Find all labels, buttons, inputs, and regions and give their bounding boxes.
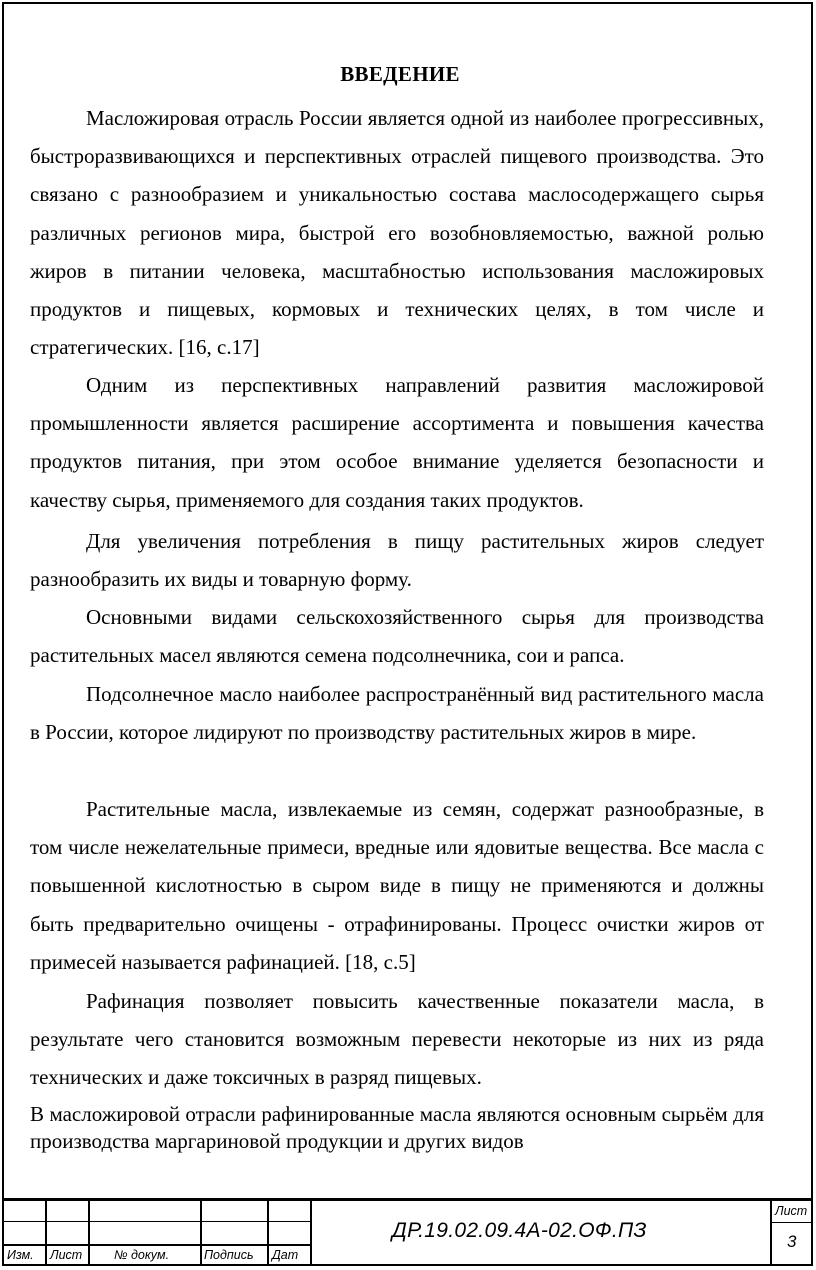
stamp-date-label: Дат [272, 1248, 299, 1262]
stamp-divider [88, 1199, 90, 1266]
page-title: ВВЕДЕНИЕ [340, 62, 460, 86]
stamp-divider [45, 1199, 47, 1266]
paragraph-margarine: В масложировой отрасли рафинированные масла являются основным сырьём для производства маргариновой продукции и других видов [30, 1102, 764, 1153]
stamp-row-line [770, 1222, 813, 1223]
stamp-sign-label: Подпись [204, 1248, 254, 1262]
document-code: ДР.19.02.09.4А-02.ОФ.ПЗ [392, 1219, 647, 1242]
stamp-divider [310, 1199, 312, 1266]
paragraph-sunflower: Подсолнечное масло наиболее распространённый вид растительного масла в России, которое лидируют по производству растительных жиров в мире. [30, 682, 764, 745]
stamp-divider [770, 1199, 772, 1266]
stamp-row-line [2, 1244, 310, 1246]
sheet-label: Лист [775, 1204, 808, 1218]
stamp-row-line [2, 1221, 310, 1222]
paragraph-intro: Масложировая отрасль России является одной из наиболее прогрессивных, быстроразвивающихся и перспективных отраслей пищевого производства. Это связано с разнообразием и уникальностью состава маслосодержащего сырья различных регионов мира, быстрой его возобновляемостью, важной ролью жиров в питании человека, масштабностью использования масложировых продуктов и пищевых, кормовых и технических целях, в том числе и стратегических. [16, с.17] [30, 106, 764, 360]
stamp-divider [200, 1199, 202, 1266]
paragraph-consumption: Для увеличения потребления в пищу растительных жиров следует разнообразить их виды и товарную форму. [30, 529, 764, 592]
paragraph-directions: Одним из перспективных направлений развития масложировой промышленности является расширение ассортимента и повышения качества продуктов питания, при этом особое внимание уделяется безопасности и качеству сырья, применяемого для создания таких продуктов. [30, 373, 764, 512]
paragraph-raw-materials: Основными видами сельскохозяйственного сырья для производства растительных масел являются семена подсолнечника, сои и рапса. [30, 605, 764, 668]
stamp-izm-label: Изм. [7, 1248, 34, 1262]
stamp-divider [267, 1199, 269, 1266]
paragraph-refining: Растительные масла, извлекаемые из семян, содержат разнообразные, в том числе нежелательные примеси, вредные или ядовитые вещества. Все масла с повышенной кислотностью в сыром виде в пищу не применяются и должны быть предварительно очищены - отрафинированы. Процесс очистки жиров от примесей называется рафинацией. [18, с.5] [30, 797, 764, 974]
sheet-number: 3 [787, 1232, 797, 1251]
stamp-list-label: Лист [50, 1248, 83, 1262]
stamp-doc-label: № докум. [114, 1248, 170, 1262]
paragraph-refination-benefits: Рафинация позволяет повысить качественные показатели масла, в результате чего становится возможным перевести некоторые из них из ряда технических и даже токсичных в разряд пищевых. [30, 989, 764, 1090]
